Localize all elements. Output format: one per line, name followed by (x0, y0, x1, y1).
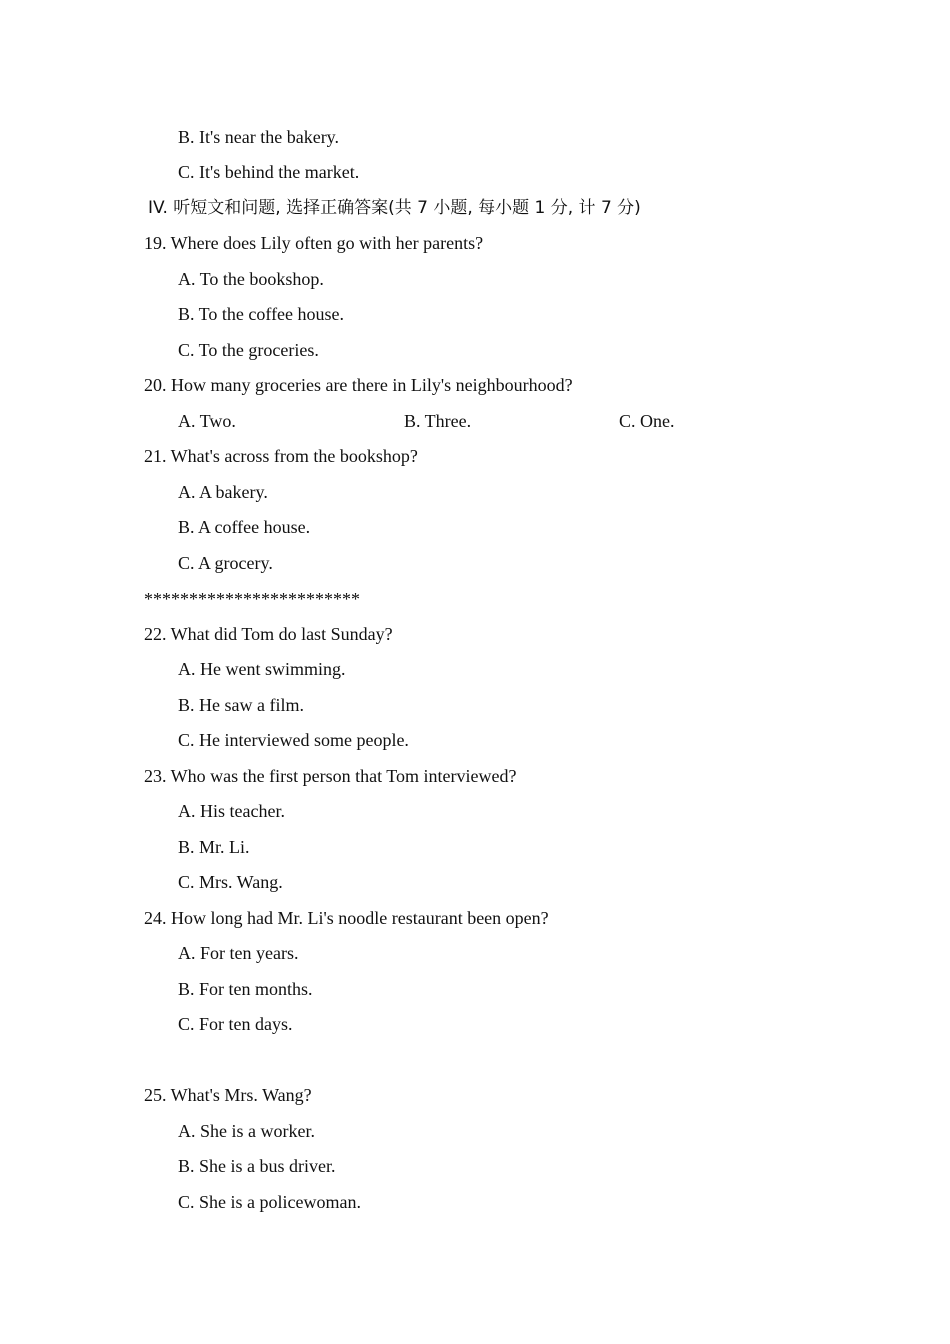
option-text: C. To the groceries. (178, 340, 319, 360)
option-text: B. He saw a film. (178, 695, 304, 715)
option-text: B. It's near the bakery. (178, 127, 340, 147)
separator-line: ************************ (144, 589, 360, 609)
option-text: C. She is a policewoman. (178, 1192, 361, 1212)
question-text: 20. How many groceries are there in Lily's neighbourhood? (144, 375, 573, 395)
option-text: C. He interviewed some people. (178, 730, 409, 750)
option-text: C. It's behind the market. (178, 162, 360, 182)
option-text: A. Two. (178, 411, 236, 431)
option-text: A. He went swimming. (178, 659, 346, 679)
option-text: B. She is a bus driver. (178, 1156, 336, 1176)
option-text: C. For ten days. (178, 1014, 293, 1034)
question-text: 24. How long had Mr. Li's noodle restaurant been open? (144, 908, 549, 928)
option-text: A. She is a worker. (178, 1121, 315, 1141)
option-text: B. A coffee house. (178, 517, 311, 537)
option-text: B. Three. (404, 411, 472, 431)
option-text: C. One. (619, 411, 675, 431)
question-text: 19. Where does Lily often go with her parents? (144, 233, 484, 253)
question-text: 22. What did Tom do last Sunday? (144, 624, 393, 644)
option-text: A. A bakery. (178, 482, 268, 502)
question-text: 25. What's Mrs. Wang? (144, 1085, 312, 1105)
option-text: A. To the bookshop. (178, 269, 324, 289)
option-text: A. For ten years. (178, 943, 299, 963)
option-text: B. For ten months. (178, 979, 313, 999)
option-text: C. A grocery. (178, 553, 273, 573)
section-heading: IV. 听短文和问题, 选择正确答案(共 7 小题, 每小题 1 分, 计 7 分) (148, 198, 641, 218)
option-text: B. To the coffee house. (178, 304, 345, 324)
question-text: 23. Who was the first person that Tom interviewed? (144, 766, 517, 786)
option-text: B. Mr. Li. (178, 837, 250, 857)
option-text: A. His teacher. (178, 801, 285, 821)
option-text: C. Mrs. Wang. (178, 872, 283, 892)
question-text: 21. What's across from the bookshop? (144, 446, 418, 466)
